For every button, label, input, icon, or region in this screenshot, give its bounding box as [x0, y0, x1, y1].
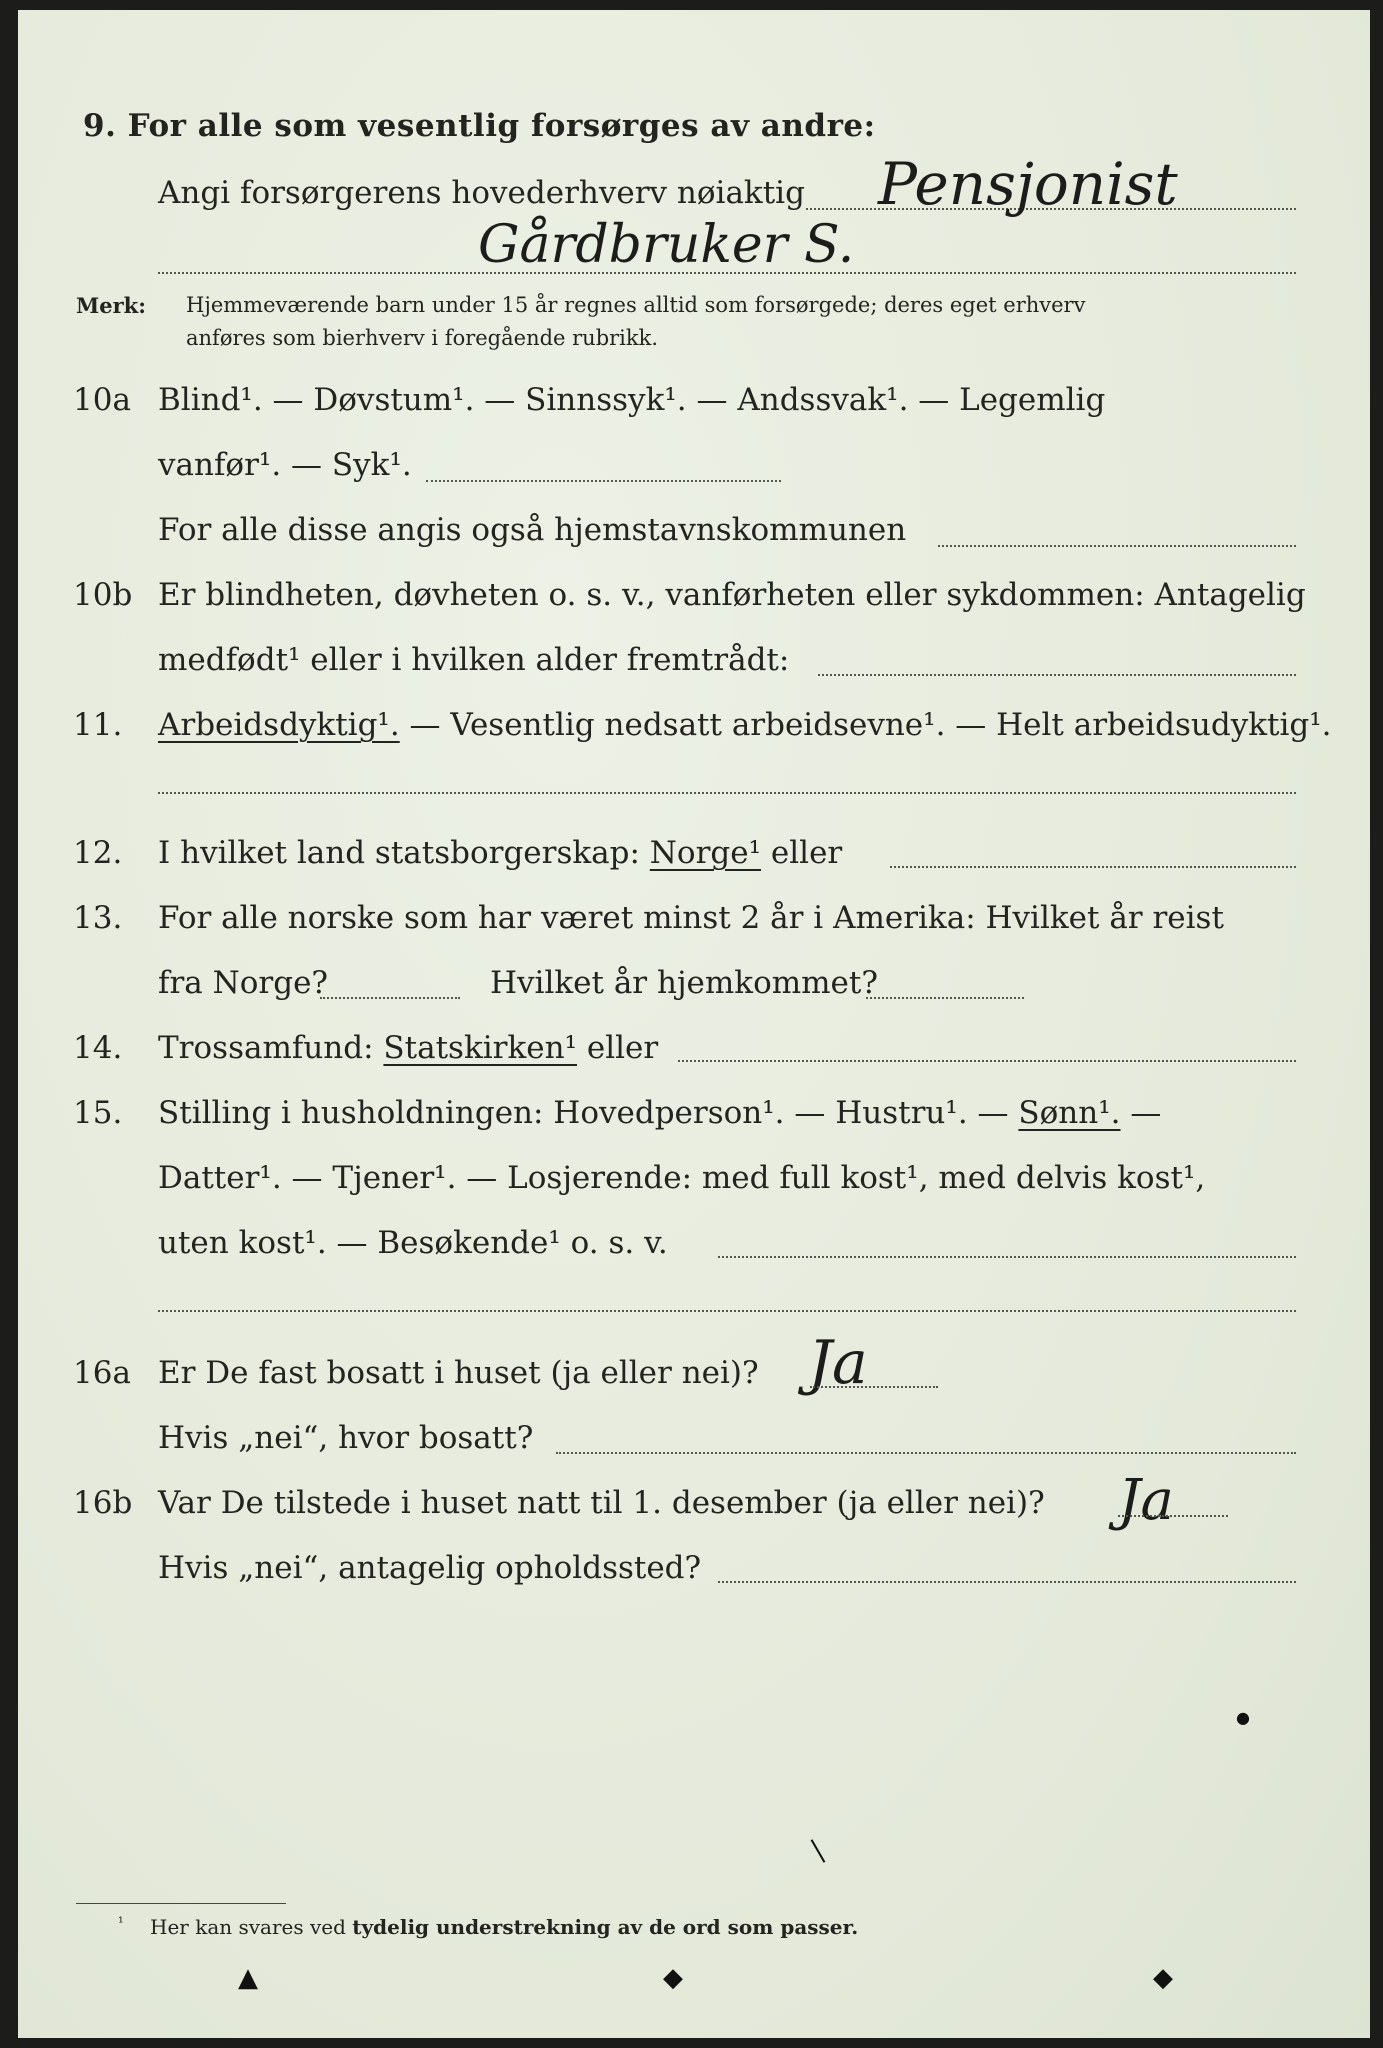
- q12-number: 12.: [73, 835, 123, 871]
- q10b-answer-line: [818, 674, 1296, 676]
- q10b-number: 10b: [73, 577, 133, 613]
- q16a-line-2: Hvis „nei“, hvor bosatt?: [158, 1420, 534, 1456]
- q10a-line-2: vanfør¹. — Syk¹.: [158, 447, 412, 483]
- q9-handwritten-occupation-2: Gårdbruker S.: [478, 215, 855, 275]
- q16b-answer-line-1: [1118, 1515, 1228, 1517]
- q14-selected-option: Statskirken¹: [383, 1030, 577, 1066]
- q15-answer-line-2: [158, 1310, 1296, 1312]
- q10b-line-2: medfødt¹ eller i hvilken alder fremtrådt:: [158, 642, 790, 678]
- q12-selected-option: Norge¹: [649, 835, 762, 871]
- q15-line-2: Datter¹. — Tjener¹. — Losjerende: med full kost¹, med delvis kost¹,: [158, 1160, 1206, 1196]
- q12-text: [158, 835, 842, 871]
- q10a-number: 10a: [73, 382, 131, 418]
- footnote-mark: ¹: [118, 1915, 124, 1931]
- q11-number: 11.: [73, 707, 123, 743]
- q10b-line-1: Er blindheten, døvheten o. s. v., vanførheten eller sykdommen: Antagelig: [158, 577, 1306, 613]
- binding-mark-center: ◆: [663, 1963, 683, 1993]
- merk-line-2: anføres som bierhverv i foregående rubrikk.: [186, 326, 659, 350]
- q13-left: fra Norge?: [158, 965, 329, 1001]
- q10a-line-1: Blind¹. — Døvstum¹. — Sinnssyk¹. — Andssvak¹. — Legemlig: [158, 382, 1106, 418]
- q14-text: [158, 1030, 658, 1066]
- footnote-text-bold: tydelig understrekning av de ord som passer.: [352, 1915, 859, 1939]
- q16b-line-1: Var De tilstede i huset natt til 1. desember (ja eller nei)?: [158, 1485, 1045, 1521]
- q15-line-1: [158, 1095, 1161, 1131]
- q16a-answer-line-1: [810, 1386, 938, 1388]
- q9-heading-text: 9. For alle som vesentlig forsørges av andre:: [83, 108, 876, 144]
- q16b-handwritten-answer: Ja: [1118, 1468, 1174, 1533]
- pen-stroke-mark: |: [806, 1834, 829, 1866]
- q16b-line-2: Hvis „nei“, antagelig opholdssted?: [158, 1550, 702, 1586]
- q16a-number: 16a: [73, 1355, 131, 1391]
- ink-dot: ●: [1236, 1708, 1250, 1727]
- census-form-page: [18, 10, 1370, 2038]
- q16b-number: 16b: [73, 1485, 133, 1521]
- q11-text: [158, 707, 1332, 743]
- q10a-answer-line-1: [426, 480, 781, 482]
- q10a-answer-line-2: [938, 545, 1296, 547]
- q15-number: 15.: [73, 1095, 123, 1131]
- q14-number: 14.: [73, 1030, 123, 1066]
- q13-answer-line-2: [866, 997, 1024, 999]
- q11-selected-option: Arbeidsdyktig¹.: [158, 707, 400, 743]
- q16a-line-1: Er De fast bosatt i huset (ja eller nei)?: [158, 1355, 759, 1391]
- q15-line-3: uten kost¹. — Besøkende¹ o. s. v.: [158, 1225, 668, 1261]
- q14-question: Trossamfund:: [158, 1030, 374, 1066]
- q12-or: eller: [770, 835, 843, 871]
- q15-selected-option: Sønn¹.: [1018, 1095, 1121, 1131]
- q9-question-text: Angi forsørgerens hovederhverv nøiaktig: [158, 175, 805, 211]
- q12-question: I hvilket land statsborgerskap:: [158, 835, 640, 871]
- q9-handwritten-occupation: Pensjonist: [878, 150, 1178, 218]
- q11-other-options: — Vesentlig nedsatt arbeidsevne¹. — Helt arbeidsudyktig¹.: [399, 707, 1332, 743]
- footnote-text-plain: Her kan svares ved: [150, 1915, 346, 1939]
- q13-right: Hvilket år hjemkommet?: [490, 965, 878, 1001]
- q15-answer-line-1: [718, 1256, 1296, 1258]
- merk-label: Merk:: [76, 293, 146, 318]
- q16a-answer-line-2: [556, 1452, 1296, 1454]
- q13-line-1: For alle norske som har været minst 2 år i Amerika: Hvilket år reist: [158, 900, 1224, 936]
- q12-answer-line: [890, 866, 1296, 868]
- binding-mark-right: ◆: [1153, 1963, 1173, 1993]
- q13-number: 13.: [73, 900, 123, 936]
- q14-or: eller: [586, 1030, 659, 1066]
- binding-mark-left: ▲: [238, 1963, 258, 1993]
- q10a-line-3: For alle disse angis også hjemstavnskommunen: [158, 512, 907, 548]
- q15-dash: —: [1130, 1095, 1162, 1131]
- footnote-text: [150, 1915, 858, 1939]
- merk-line-1: Hjemmeværende barn under 15 år regnes alltid som forsørgede; deres eget erhverv: [186, 293, 1086, 317]
- q15-options: Stilling i husholdningen: Hovedperson¹. — Hustru¹. —: [158, 1095, 1009, 1131]
- q14-answer-line: [678, 1060, 1296, 1062]
- footnote-rule: [76, 1903, 286, 1904]
- q16a-handwritten-answer: Ja: [808, 1328, 868, 1398]
- q16b-answer-line-2: [718, 1581, 1296, 1583]
- q13-answer-line-1: [320, 997, 460, 999]
- q11-answer-line: [158, 792, 1296, 794]
